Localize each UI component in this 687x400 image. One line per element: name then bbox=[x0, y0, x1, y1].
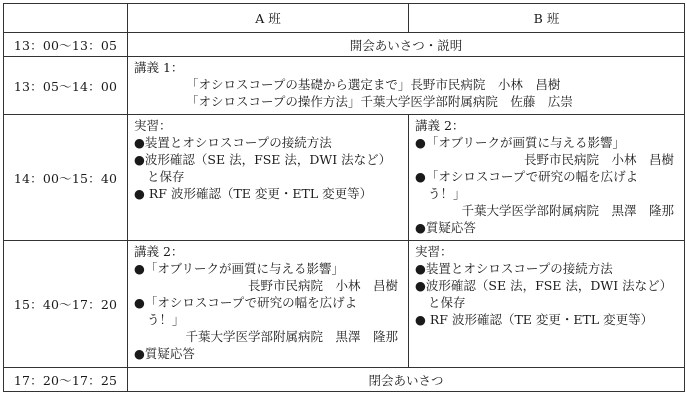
practice-title: 実習： bbox=[415, 244, 453, 259]
time-cell: 15：40〜17：20 bbox=[4, 241, 128, 368]
lecture2-title: 講義 2： bbox=[415, 118, 465, 133]
practice-item: ●装置とオシロスコープの接続方法 bbox=[134, 135, 332, 150]
lecture1-line2: 「オシロスコープの操作方法」千葉大学医学部附属病院 佐藤 広崇 bbox=[186, 94, 573, 109]
lecture2-item: ●「オブリークが画質に与える影響」 bbox=[415, 135, 626, 150]
table-row-session2 bbox=[4, 115, 685, 241]
time-cell: 13：05〜14：00 bbox=[4, 57, 128, 115]
table-row-opening bbox=[4, 33, 685, 57]
practice-item: ● RF 波形確認（TE 変更・ETL 変更等） bbox=[134, 186, 373, 201]
a-lecture2-cell bbox=[128, 241, 409, 368]
closing-cell: 閉会あいさつ bbox=[128, 368, 685, 392]
time-cell: 17：20〜17：25 bbox=[4, 368, 128, 392]
time-cell: 14：00〜15：40 bbox=[4, 115, 128, 241]
lecture2-item: ●「オシロスコープで研究の幅を広げよ bbox=[415, 169, 639, 184]
a-practice-cell bbox=[128, 115, 409, 241]
lecture1-cell bbox=[128, 57, 685, 115]
practice-item: ●波形確認（SE 法，FSE 法，DWI 法など） bbox=[415, 278, 673, 293]
lecture2-item: ●「オブリークが画質に与える影響」 bbox=[134, 261, 345, 276]
header-col-b: B 班 bbox=[409, 4, 685, 33]
table-row-lecture1 bbox=[4, 57, 685, 115]
table-row-closing bbox=[4, 368, 685, 392]
practice-item: ●波形確認（SE 法，FSE 法，DWI 法など） bbox=[134, 152, 392, 167]
table-row-session3 bbox=[4, 241, 685, 368]
lecture2-item: ●質疑応答 bbox=[134, 346, 195, 361]
opening-cell: 開会あいさつ・説明 bbox=[128, 33, 685, 57]
lecture2-title: 講義 2： bbox=[134, 244, 184, 259]
header-empty-cell bbox=[4, 4, 128, 33]
lecture2-item: ●「オシロスコープで研究の幅を広げよ bbox=[134, 295, 358, 310]
lecture2-item-cont: う！」 bbox=[147, 312, 185, 327]
header-row bbox=[4, 4, 685, 33]
practice-item: ●装置とオシロスコープの接続方法 bbox=[415, 261, 613, 276]
lecture1-line1: 「オシロスコープの基礎から選定まで」長野市民病院 小林 昌樹 bbox=[186, 77, 561, 92]
lecture2-speaker: 千葉大学医学部附属病院 黒澤 隆那 bbox=[461, 203, 674, 218]
lecture2-item-cont: う！」 bbox=[428, 186, 466, 201]
practice-item-cont: と保存 bbox=[428, 295, 466, 310]
practice-title: 実習： bbox=[134, 118, 172, 133]
b-practice-cell bbox=[409, 241, 685, 368]
header-col-a: A 班 bbox=[128, 4, 409, 33]
time-cell: 13：00〜13：05 bbox=[4, 33, 128, 57]
practice-item: ● RF 波形確認（TE 変更・ETL 変更等） bbox=[415, 312, 654, 327]
lecture1-title: 講義 1： bbox=[134, 60, 184, 75]
schedule-table bbox=[3, 3, 685, 392]
lecture2-speaker: 長野市民病院 小林 昌樹 bbox=[247, 278, 398, 293]
lecture2-item: ●質疑応答 bbox=[415, 220, 476, 235]
lecture2-speaker: 長野市民病院 小林 昌樹 bbox=[523, 152, 674, 167]
lecture2-speaker: 千葉大学医学部附属病院 黒澤 隆那 bbox=[185, 329, 398, 344]
practice-item-cont: と保存 bbox=[147, 169, 185, 184]
b-lecture2-cell bbox=[409, 115, 685, 241]
